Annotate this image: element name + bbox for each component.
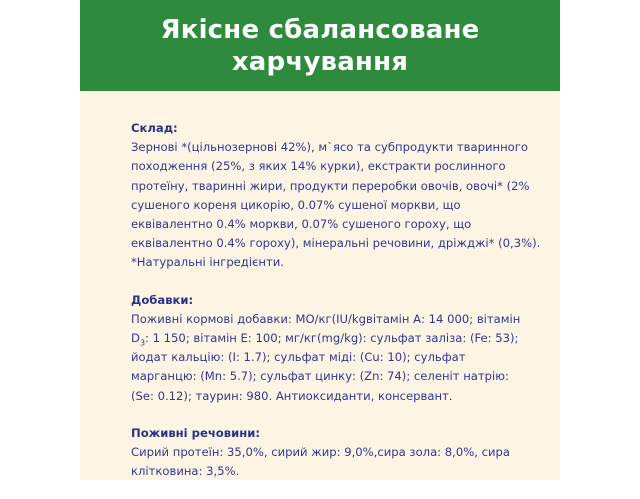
text-line: Зернові *(цільнозернові 42%), м`ясо та субпродукти тваринного — [131, 140, 528, 155]
additives-text — [131, 310, 541, 406]
text-line: клітковина: 3,5%. — [131, 464, 240, 479]
section-title-additives: Добавки: — [131, 292, 194, 307]
text-line: марганцю: (Mn: 5.7); сульфат цинку: (Zn: 74); селеніт натрію: — [131, 369, 509, 384]
section-composition — [131, 119, 541, 273]
content — [131, 119, 541, 499]
text-line: йодат кальцію: (I: 1.7); сульфат міді: (Cu: 10); сульфат — [131, 350, 466, 365]
text-line — [131, 329, 541, 348]
section-nutrients — [131, 424, 541, 482]
header-title-line-1: Якісне сбалансоване — [160, 14, 480, 45]
vitamin-d-label: D — [131, 331, 140, 346]
composition-text — [131, 138, 541, 272]
text-line: (Se: 0.12); таурин: 980. Антиоксиданти, консервант. — [131, 388, 453, 403]
text-line-rest: : 1 150; вітамін Е: 100; мг/кг(mg/kg): сульфат заліза: (Fe: 53); — [145, 331, 519, 346]
text-line: *Натуральні інгредієнти. — [131, 255, 284, 270]
text-line: Сирий протеїн: 35,0%, сирий жир: 9,0%,сира зола: 8,0%, сира — [131, 445, 510, 460]
section-additives — [131, 291, 541, 406]
text-line: походження (25%, з яких 14% курки), екстракти рослинного — [131, 159, 506, 174]
text-line: Поживні кормові добавки: МО/кг(IU/kgвітамін А: 14 000; вітамін — [131, 311, 521, 326]
section-title-nutrients: Поживні речовини: — [131, 425, 261, 440]
header-title-line-2: харчування — [231, 46, 409, 77]
text-line: еквівалентно 0.4% моркви, 0.07% сушеного гороху, що — [131, 217, 472, 232]
text-line: протеїну, тваринні жири, продукти переробки овочів, овочі* (2% — [131, 178, 530, 193]
text-line: еквівалентно 0.4% гороху), мінеральні речовини, дріжджі* (0,3%). — [131, 236, 541, 251]
header-banner — [80, 0, 560, 91]
section-title-composition: Склад: — [131, 121, 178, 135]
text-line: сушеного кореня цикорію, 0.07% сушеної моркви, що — [131, 197, 461, 212]
nutrition-panel — [80, 0, 560, 480]
nutrients-text — [131, 443, 541, 481]
subscript-3: 3 — [139, 338, 146, 348]
